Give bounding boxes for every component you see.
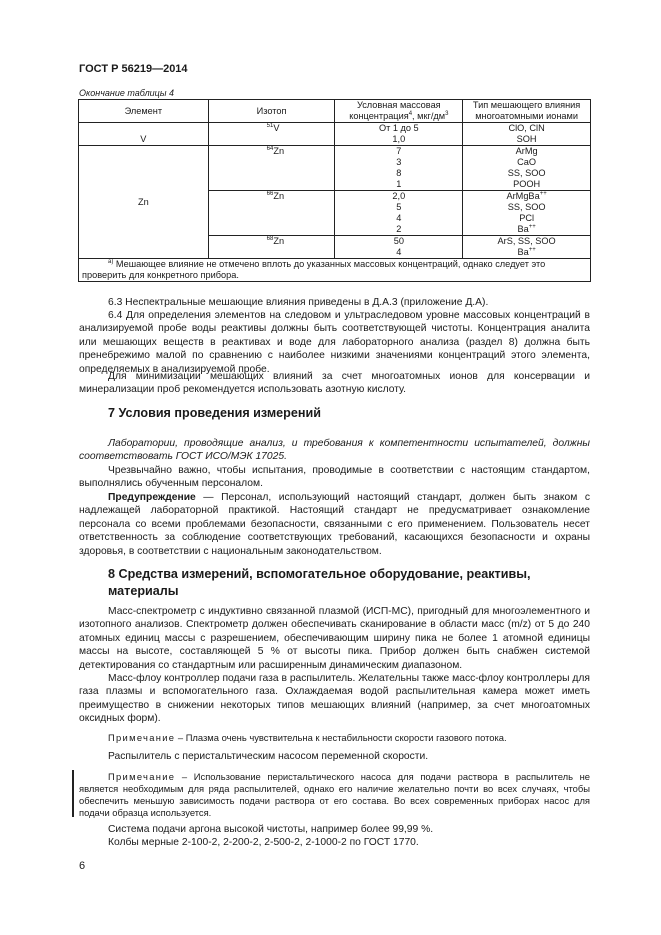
isotope-cell: $^{51}$V — [208, 123, 335, 146]
page-number: 6 — [79, 860, 86, 872]
note-label: Примечание — [108, 771, 176, 782]
col-concentration-header: Условная массовая концентрация$^4$, мкг/$дм^3$ — [335, 100, 463, 123]
concentration-cell: 2,0 5 4 2 — [335, 191, 463, 236]
interference-type-cell: ArMg CaO SS, SOO POOH — [463, 146, 591, 191]
interference-type-cell: ArMgBa++ SS, SOO PCl Ba++ — [463, 191, 591, 236]
paragraph-minimization: Для минимизации мешающих влияний за счет многоатомных ионов для консервации и минерализации проб рекомендуется использовать азотную кислоту. — [79, 371, 590, 396]
concentration-cell: От 1 до 5 1,0 — [335, 123, 463, 146]
concentration-cell: 7 3 8 1 — [335, 146, 463, 191]
warning-paragraph: Предупреждение — Персонал, использующий настоящий стандарт, должен быть знаком с надлежащей лабораторной практикой. Настоящий стандарт не предусматривает ознакомление персонала со всеми проблемами безопасности, связанными с его применением. Пользователь несет ответственность за соблюдение соответствующих требований, касающихся безопасности и охраны здоровья, в соответствии с национальным законодательством. — [79, 492, 590, 557]
paragraph-7-labs: Лаборатории, проводящие анализ, и требования к компетентности испытателей, должны соответствовать ГОСТ ИСО/МЭК 17025. — [79, 438, 590, 463]
paragraph-8-flow-controller: Масс-флоу контроллер подачи газа в распылитель. Желательны также масс-флоу контроллеры для газа плазмы и вспомогательного газа. Охлаждаемая водой распылительная камера может иметь преимущество в снижении некоторых типов мешающих влияний (например, за счет многоатомных оксидных форм). — [79, 673, 590, 725]
paragraph-7-staff: Чрезвычайно важно, чтобы испытания, проводимые в соответствии с настоящим стандартом, выполнялись обученным персоналом. — [79, 465, 590, 490]
table-footnote-row — [79, 259, 591, 282]
paragraph-6-4: 6.4 Для определения элементов на следовом и ультраследовом уровне массовых концентраций в анализируемой пробе воды реактивы должны быть соответствующей чистоты. Концентрация аналита или мешающих веществ в реактивах и воде для лабораторного анализа (раздел 8) должна быть пренебрежимо малой по сравнению с наиболее низкими значениями концентраций этого элемента, определяемых в анализируемой пробе. — [79, 310, 590, 375]
section-8-heading: 8 Средства измерений, вспомогательное оборудование, реактивы, материалы — [108, 567, 531, 598]
concentration-cell: 50 4 — [335, 236, 463, 259]
note-label: Примечание — [108, 732, 176, 743]
paragraph-8-spectrometer: Масс-спектрометр с индуктивно связанной плазмой (ИСП-МС), пригодный для многоэлементного и изотопного анализов. Спектрометр должен обеспечивать сканирование в области масс (m/z) от 5 до 240 атомных единиц массы с разрешением, обеспечивающим ширину пика не более 1 атомной единицы массы на высоте, составляющей 5 % от высоты пика. Прибор должен быть снабжен системой детектирования со стандартным или расширенным динамическим диапазоном. — [79, 606, 590, 671]
table-row — [79, 146, 591, 191]
paragraph-8-flasks: Колбы мерные 2-100-2, 2-200-2, 2-500-2, 2-1000-2 по ГОСТ 1770. — [108, 837, 419, 848]
document-header: ГОСТ Р 56219—2014 — [79, 63, 188, 75]
element-cell: Zn — [79, 146, 209, 259]
interference-type-cell: ArS, SS, SOO Ba++ — [463, 236, 591, 259]
interference-table — [78, 99, 591, 282]
warning-label: Предупреждение — [108, 492, 196, 503]
change-bar — [72, 770, 74, 817]
paragraph-6-3: 6.3 Неспектральные мешающие влияния приведены в Д.А.3 (приложение Д.А). — [108, 297, 489, 308]
interference-type-cell: ClO, ClN SOH — [463, 123, 591, 146]
table-caption: Окончание таблицы 4 — [79, 88, 174, 98]
table-row — [79, 123, 591, 146]
paragraph-8-argon: Система подачи аргона высокой чистоты, например более 99,99 %. — [108, 824, 434, 835]
col-isotope-header: Изотоп — [208, 100, 335, 123]
table-header-row — [79, 100, 591, 123]
isotope-cell: $^{64}$Zn — [208, 146, 335, 191]
note-1: Примечание – Плазма очень чувствительна к нестабильности скорости газового потока. — [108, 732, 507, 743]
isotope-cell: $^{68}$Zn — [208, 236, 335, 259]
element-cell: V — [79, 123, 209, 146]
col-interference-type-header: Тип мешающего влияния многоатомными ионами — [463, 100, 591, 123]
col-element-header: Элемент — [79, 100, 209, 123]
section-7-heading: 7 Условия проведения измерений — [108, 406, 321, 420]
paragraph-8-nebulizer: Распылитель с перистальтическим насосом переменной скорости. — [108, 751, 429, 762]
note-2: Примечание – Использование перистальтического насоса для подачи раствора в распылитель не является необходимым для ряда распылителей, однако его наличие желательно почти во всех случаях, чтобы обеспечить меньшую зависимость подачи раствора от его состава. Во всех современных приборах насос для подачи образца используется. — [79, 771, 590, 818]
table-footnote: $^{a)}$ Мешающее влияние не отмечено вплоть до указанных массовых концентраций, однако следует это проверить для конкретного прибора. — [79, 259, 591, 282]
isotope-cell: $^{66}$Zn — [208, 191, 335, 236]
